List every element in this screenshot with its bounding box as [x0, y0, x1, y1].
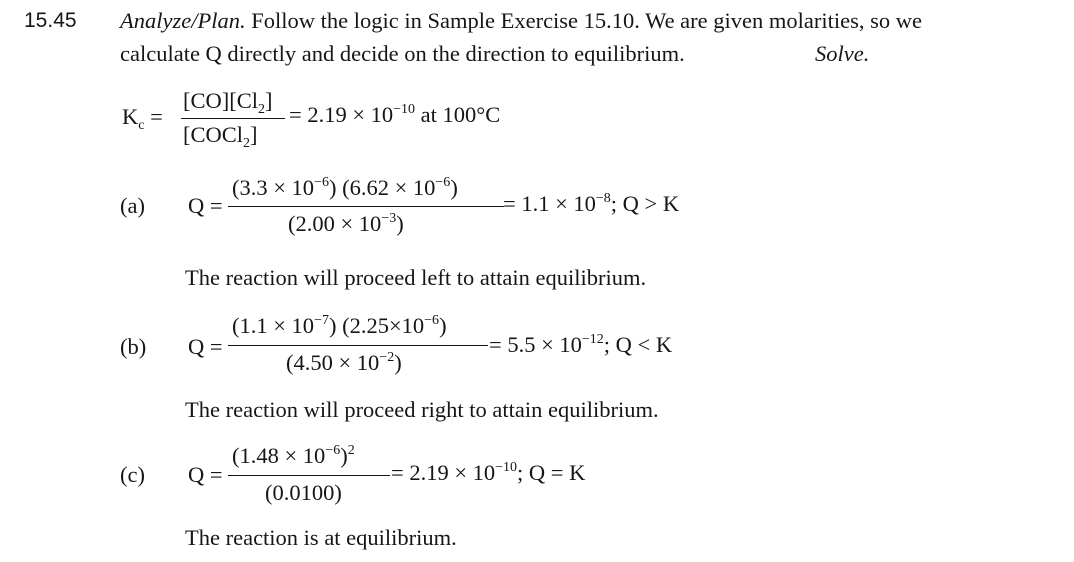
- part-b-q: Q =: [188, 334, 223, 359]
- part-b-conclusion: The reaction will proceed right to attain equilibrium.: [185, 397, 659, 422]
- kc-lhs: $K_c$ =: [122, 104, 163, 133]
- part-c-denominator: (0.0100): [265, 480, 342, 505]
- part-a-fraction-bar: [228, 206, 504, 207]
- part-b-denominator: $(4.50 \times 10^{-2})$: [286, 350, 402, 375]
- part-c-q: Q =: [188, 462, 223, 487]
- part-a-label: (a): [120, 193, 145, 218]
- part-c-conclusion: The reaction is at equilibrium.: [185, 525, 457, 550]
- kc-numerator: $[CO][Cl_2]$: [183, 88, 273, 117]
- part-a-denominator: $(2.00 \times 10^{-3})$: [288, 211, 404, 236]
- part-b-numerator: $(1.1 \times 10^{-7})$ $(2.25\times 10^{-6})$: [232, 313, 447, 338]
- kc-value: = $2.19 \times 10^{-10}$ at 100°C: [289, 102, 501, 127]
- part-b-label: (b): [120, 334, 147, 359]
- part-b-fraction-bar: [228, 345, 488, 346]
- part-c-fraction-bar: [228, 475, 390, 476]
- part-a-numerator: $(3.3 \times 10^{-6})$ $(6.62 \times 10^{-6})$: [232, 175, 458, 200]
- problem-number: 15.45: [24, 9, 77, 32]
- part-a-result: = $1.1 \times 10^{-8}$; Q > K: [503, 191, 680, 216]
- part-c-numerator: $(1.48 \times 10^{-6})^2$: [232, 443, 355, 468]
- solve-label: Solve.: [815, 41, 870, 66]
- intro-line-1-text: Follow the logic in Sample Exercise 15.10. We are given molarities, so we: [245, 8, 922, 33]
- part-b-result: = $5.5 \times 10^{-12}$; Q < K: [489, 332, 673, 357]
- part-c-result: = $2.19 \times 10^{-10}$; Q = K: [391, 460, 586, 485]
- analyze-plan-label: Analyze/Plan.: [120, 8, 246, 33]
- intro-line-1: [120, 8, 922, 34]
- kc-denominator: [COCl$_2$]: [183, 122, 258, 151]
- part-a-conclusion: The reaction will proceed left to attain equilibrium.: [185, 265, 647, 290]
- part-c-label: (c): [120, 462, 145, 487]
- kc-fraction-bar: [181, 118, 285, 119]
- part-a-q: Q =: [188, 193, 223, 218]
- intro-line-2: calculate Q directly and decide on the direction to equilibrium.: [120, 41, 685, 66]
